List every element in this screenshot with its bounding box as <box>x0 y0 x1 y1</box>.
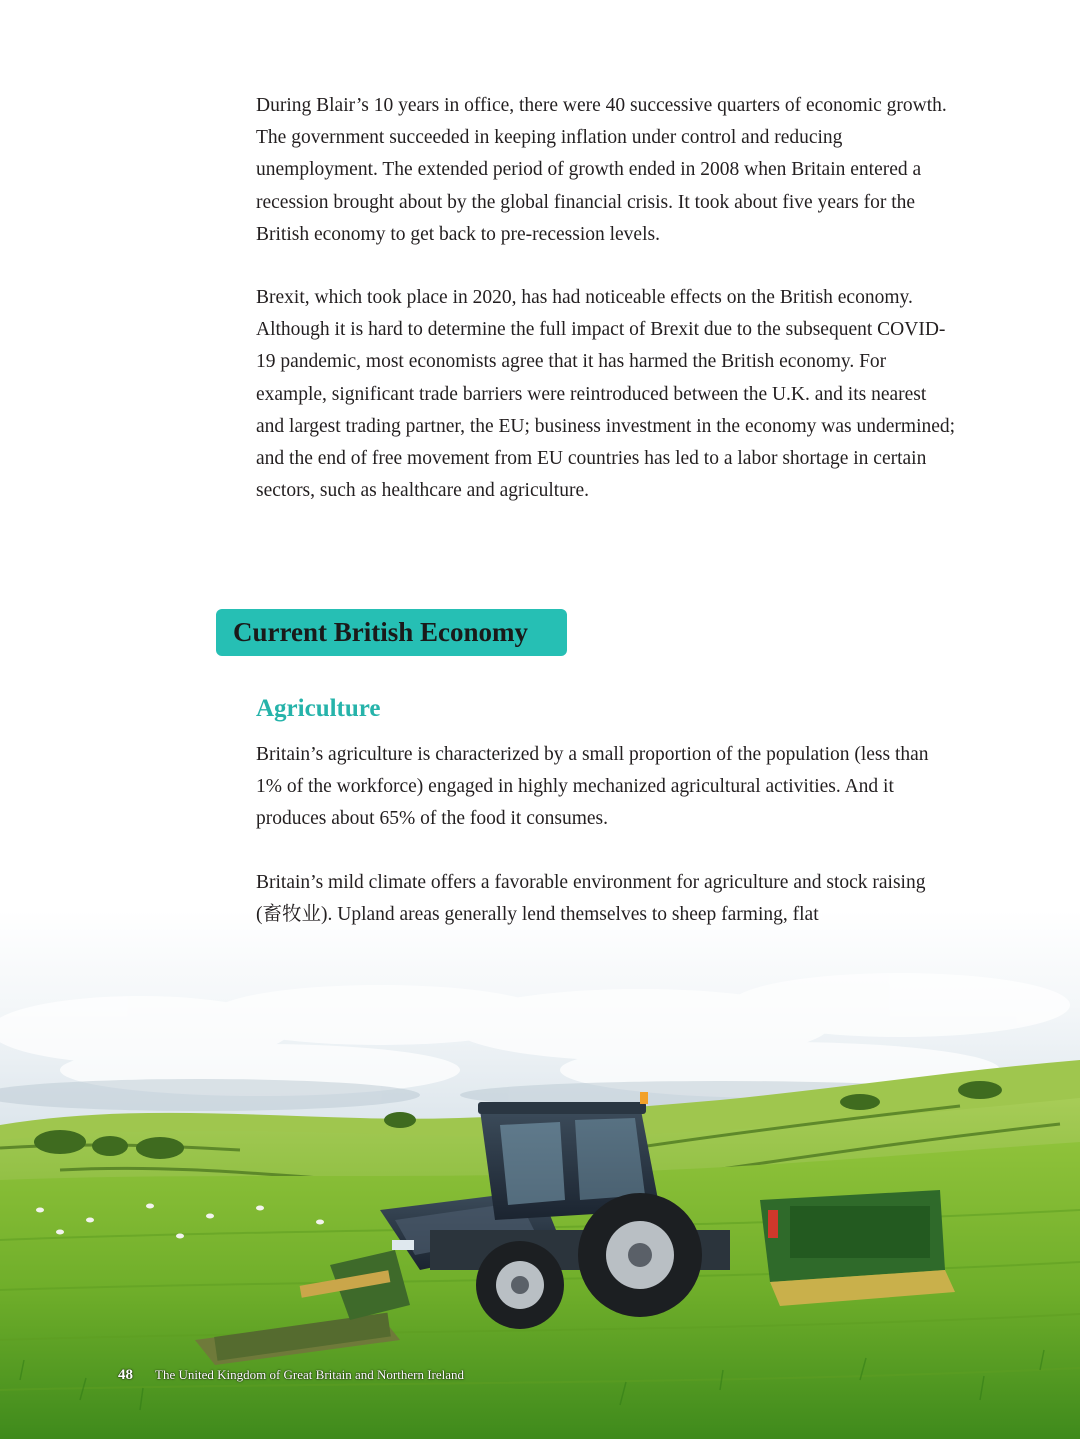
intro-paragraph-2 <box>256 282 956 507</box>
running-title: The United Kingdom of Great Britain and Northern Ireland <box>155 1367 465 1382</box>
agriculture-paragraph-2 <box>256 867 956 931</box>
paragraph-text: Britain’s agriculture is characterized by a small proportion of the population (less than 1% of the workforce) engaged in highly mechanized agricultural activities. And it produces about 65% of the food it consumes. <box>256 744 929 830</box>
paragraph-text: Brexit, which took place in 2020, has had noticeable effects on the British economy. Although it is hard to determine the full impact of Brexit due to the subsequent COVID-19 pandemic, most economists agree that it has harmed the British economy. For example, significant trade barriers were reintroduced between the U.K. and its nearest and largest trading partner, the EU; business investment in the economy was undermined; and the end of free movement from EU countries has led to a labor shortage in certain sectors, such as healthcare and agriculture. <box>256 287 956 502</box>
section-title-banner: Current British Economy <box>216 609 567 656</box>
page-footer <box>118 1366 464 1384</box>
paragraph-text: Britain’s mild climate offers a favorable environment for agriculture and stock raising (畜牧业). Upland areas generally lend themselves to sheep farming, flat <box>256 872 926 926</box>
page-number: 48 <box>118 1367 133 1383</box>
intro-paragraph-1 <box>256 90 956 251</box>
paragraph-text: During Blair’s 10 years in office, there were 40 successive quarters of economic growth. The government succeeded in keeping inflation under control and reducing unemployment. The extended period of growth ended in 2008 when Britain entered a recession brought about by the global financial crisis. It took about five years for the British economy to get back to pre-recession levels. <box>256 95 947 245</box>
tractor-mowing-field-photo <box>0 910 1080 1439</box>
agriculture-subheading: Agriculture <box>256 695 381 722</box>
agriculture-paragraph-1 <box>256 739 956 836</box>
